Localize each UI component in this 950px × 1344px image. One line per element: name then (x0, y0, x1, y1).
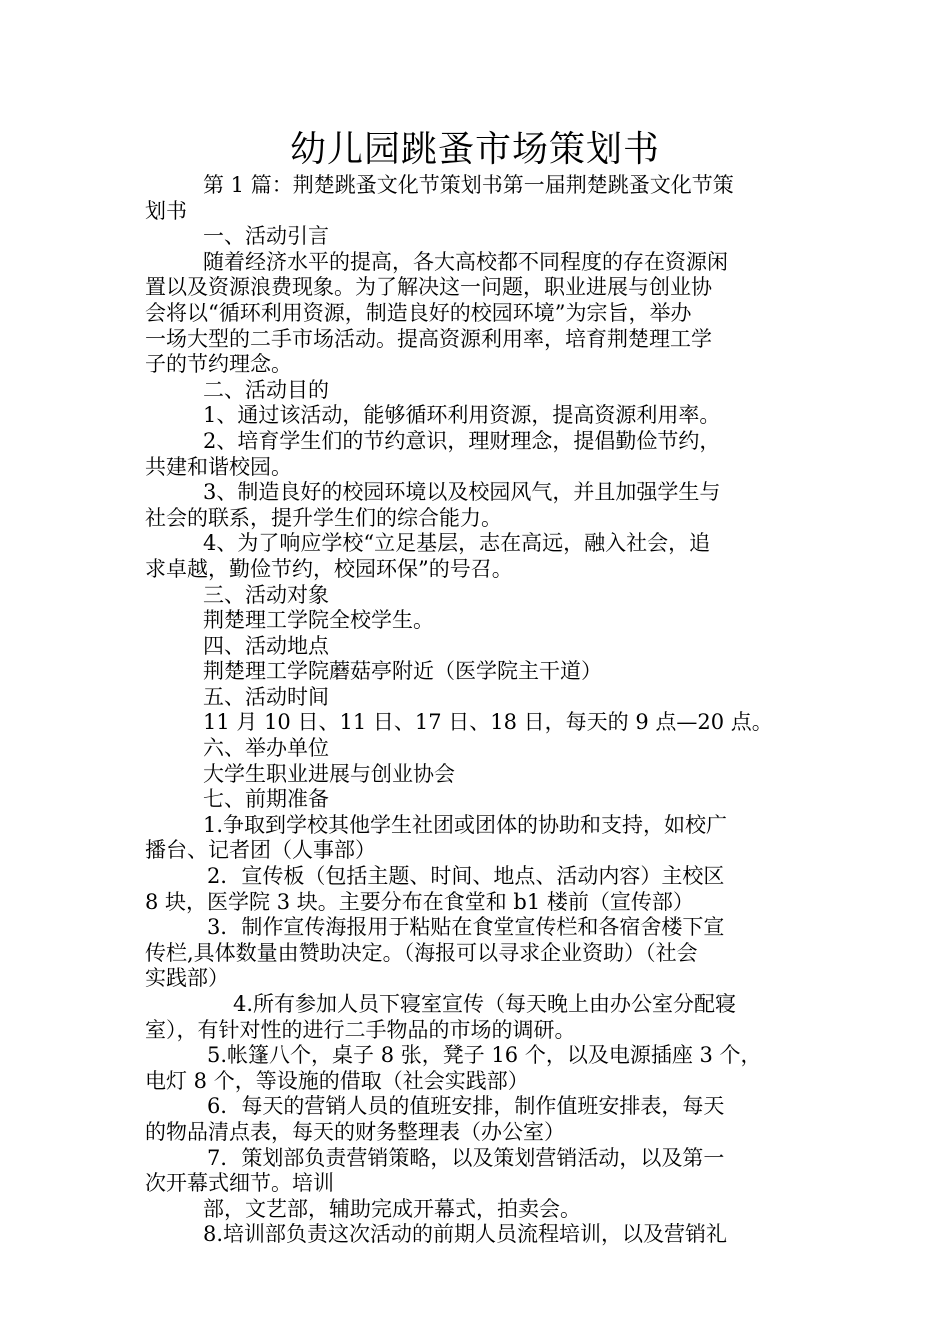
text-line: 荆楚理工学院全校学生。 (203, 608, 434, 633)
text-line: 大学生职业进展与创业协会 (203, 761, 455, 786)
text-line: 11 月 10 日、11 日、17 日、18 日，每天的 9 点—20 点。 (203, 710, 773, 735)
text-line: 共建和谐校园。 (145, 454, 292, 479)
text-line: 子的节约理念。 (145, 352, 292, 377)
text-line: 一场大型的二手市场活动。提高资源利用率，培育荆楚理工学 (145, 326, 712, 351)
text-line: 随着经济水平的提高，各大高校都不同程度的存在资源闲 (203, 249, 728, 274)
text-line: 第 1 篇：荆楚跳蚤文化节策划书第一届荆楚跳蚤文化节策 (203, 173, 734, 197)
text-line: 置以及资源浪费现象。为了解决这一问题，职业进展与创业协 (145, 275, 712, 300)
text-line: 传栏,具体数量由赞助决定。（海报可以寻求企业资助）（社会 (145, 940, 698, 965)
text-line: 5.帐篷八个，桌子 8 张，凳子 16 个，以及电源插座 3 个， (207, 1043, 762, 1068)
text-line: 的物品清点表，每天的财务整理表（办公室） (145, 1119, 565, 1144)
text-line: 实践部） (145, 966, 229, 991)
section-heading: 一、活动引言 (203, 224, 329, 249)
text-line: 1.争取到学校其他学生社团或团体的协助和支持，如校广 (203, 812, 728, 837)
text-line: 会将以“循环利用资源，制造良好的校园环境”为宗旨，举办 (145, 300, 692, 325)
document-title: 幼儿园跳蚤市场策划书 (289, 129, 660, 170)
section-heading: 四、活动地点 (203, 633, 329, 658)
text-line: 2．宣传板（包括主题、时间、地点、活动内容）主校区 (207, 864, 725, 889)
text-line: 室），有针对性的进行二手物品的市场的调研。 (145, 1017, 576, 1042)
section-heading: 七、前期准备 (203, 787, 329, 812)
text-line: 6．每天的营销人员的值班安排，制作值班安排表，每天 (207, 1094, 725, 1119)
text-line: 播台、记者团（人事部） (145, 838, 376, 863)
text-line: 7．策划部负责营销策略，以及策划营销活动，以及第一 (207, 1145, 725, 1170)
text-line: 4、为了响应学校“立足基层，志在高远，融入社会，追 (203, 531, 711, 556)
text-line: 划书 (145, 198, 187, 223)
text-line: 4.所有参加人员下寝室宣传（每天晚上由办公室分配寝 (233, 992, 737, 1016)
text-line: 部，文艺部，辅助完成开幕式，拍卖会。 (203, 1196, 581, 1221)
text-line: 1、通过该活动，能够循环利用资源，提高资源利用率。 (203, 403, 721, 428)
text-line: 8.培训部负责这次活动的前期人员流程培训，以及营销礼 (203, 1222, 728, 1247)
text-line: 3、制造良好的校园环境以及校园风气，并且加强学生与 (203, 480, 721, 505)
text-line: 8 块，医学院 3 块。主要分布在食堂和 b1 楼前（宣传部） (145, 889, 694, 914)
section-heading: 三、活动对象 (203, 582, 329, 607)
document-body (145, 173, 810, 1248)
section-heading: 五、活动时间 (203, 684, 329, 709)
section-heading: 二、活动目的 (203, 377, 329, 402)
text-line: 3．制作宣传海报用于粘贴在食堂宣传栏和各宿舍楼下宣 (207, 915, 725, 940)
section-heading: 六、举办单位 (203, 736, 329, 761)
text-line: 次开幕式细节。培训 (145, 1171, 334, 1196)
text-line: 电灯 8 个，等设施的借取（社会实践部） (145, 1068, 529, 1093)
text-line: 2、培育学生们的节约意识，理财理念，提倡勤俭节约， (203, 428, 721, 453)
text-line: 社会的联系，提升学生们的综合能力。 (145, 505, 502, 530)
text-line: 荆楚理工学院蘑菇亭附近（医学院主干道） (203, 659, 602, 684)
text-line: 求卓越，勤俭节约，校园环保”的号召。 (145, 556, 513, 581)
